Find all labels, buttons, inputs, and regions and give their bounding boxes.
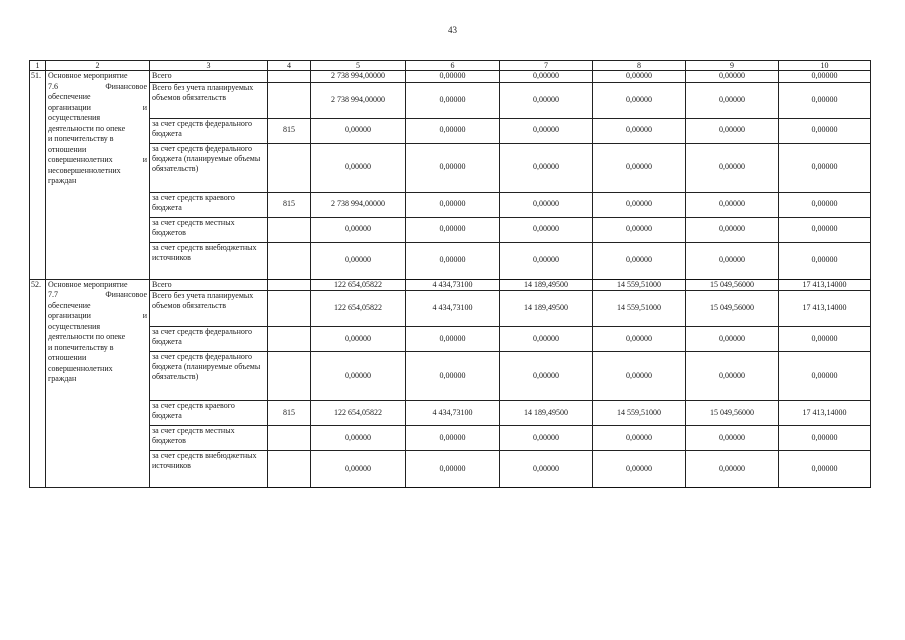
funding-source: Всего без учета планируемых объемов обязательств	[150, 291, 268, 327]
amount-cell: 122 654,05822	[311, 401, 406, 426]
funding-source: Всего	[150, 279, 268, 291]
activity-name-line: совершеннолетних	[48, 363, 113, 373]
funding-source: за счет средств местных бюджетов	[150, 426, 268, 451]
column-header-4: 4	[268, 61, 311, 71]
table-row	[30, 327, 871, 352]
activity-name-line: осуществления	[48, 113, 101, 122]
table-row	[30, 217, 871, 242]
amount-cell: 0,00000	[779, 242, 871, 279]
activity-name-line: 7.7 Финансовое	[48, 290, 147, 299]
activity-name-line: граждан	[48, 176, 77, 185]
amount-cell: 0,00000	[593, 118, 686, 143]
amount-cell: 0,00000	[686, 242, 779, 279]
amount-cell: 14 189,49500	[500, 279, 593, 291]
amount-cell: 0,00000	[406, 192, 500, 217]
amount-cell: 0,00000	[593, 352, 686, 401]
column-header-3: 3	[150, 61, 268, 71]
activity-name-line: и попечительству в	[48, 342, 114, 352]
column-header-8: 8	[593, 61, 686, 71]
amount-cell: 0,00000	[311, 217, 406, 242]
activity-name-line: обеспечение	[48, 92, 91, 101]
amount-cell: 0,00000	[406, 242, 500, 279]
amount-cell: 0,00000	[500, 242, 593, 279]
amount-cell: 0,00000	[779, 82, 871, 118]
activity-name-line: организации и	[48, 102, 147, 112]
column-header-row	[30, 61, 871, 71]
funding-source: за счет средств федерального бюджета (планируемые объемы обязательств)	[150, 352, 268, 401]
activity-name-line: деятельности по опеке	[48, 123, 126, 133]
table-row	[30, 352, 871, 401]
amount-cell: 0,00000	[779, 426, 871, 451]
amount-cell: 0,00000	[686, 118, 779, 143]
amount-cell: 0,00000	[593, 242, 686, 279]
amount-cell: 0,00000	[593, 143, 686, 192]
activity-name-line: совершеннолетних и	[48, 155, 147, 164]
activity-name-line: организации и	[48, 311, 147, 320]
column-header-6: 6	[406, 61, 500, 71]
row-index: 52.	[30, 279, 46, 488]
amount-cell: 4 434,73100	[406, 291, 500, 327]
funding-source: за счет средств федерального бюджета	[150, 118, 268, 143]
column-header-5: 5	[311, 61, 406, 71]
page-number: 43	[448, 25, 457, 35]
budget-code	[268, 82, 311, 118]
amount-cell: 2 738 994,00000	[311, 82, 406, 118]
budget-code: 815	[268, 118, 311, 143]
amount-cell: 0,00000	[593, 451, 686, 488]
column-header-10: 10	[779, 61, 871, 71]
amount-cell: 0,00000	[500, 352, 593, 401]
funding-source: за счет средств местных бюджетов	[150, 217, 268, 242]
activity-name-line: деятельности по опеке	[48, 332, 126, 341]
table-row	[30, 451, 871, 488]
amount-cell: 14 559,51000	[593, 291, 686, 327]
amount-cell: 0,00000	[406, 71, 500, 83]
amount-cell: 0,00000	[686, 143, 779, 192]
row-index: 51.	[30, 71, 46, 280]
amount-cell: 0,00000	[311, 327, 406, 352]
amount-cell: 0,00000	[686, 192, 779, 217]
column-header-9: 9	[686, 61, 779, 71]
amount-cell: 0,00000	[311, 426, 406, 451]
amount-cell: 0,00000	[311, 352, 406, 401]
amount-cell: 4 434,73100	[406, 401, 500, 426]
column-header-2: 2	[46, 61, 150, 71]
activity-name-line: осуществления	[48, 321, 101, 331]
amount-cell: 0,00000	[406, 217, 500, 242]
budget-code	[268, 291, 311, 327]
activity-name	[46, 71, 150, 280]
activity-name-line: граждан	[48, 374, 77, 383]
table-row	[30, 192, 871, 217]
activity-name-line: отношении	[48, 144, 87, 154]
amount-cell: 0,00000	[779, 451, 871, 488]
amount-cell: 0,00000	[686, 451, 779, 488]
budget-code: 815	[268, 401, 311, 426]
amount-cell: 0,00000	[686, 217, 779, 242]
amount-cell: 122 654,05822	[311, 279, 406, 291]
budget-code	[268, 279, 311, 291]
amount-cell: 0,00000	[779, 192, 871, 217]
funding-source: за счет средств федерального бюджета (планируемые объемы обязательств)	[150, 143, 268, 192]
amount-cell: 0,00000	[593, 71, 686, 83]
amount-cell: 0,00000	[779, 71, 871, 83]
amount-cell: 0,00000	[779, 217, 871, 242]
amount-cell: 0,00000	[686, 327, 779, 352]
amount-cell: 0,00000	[593, 327, 686, 352]
amount-cell: 0,00000	[500, 451, 593, 488]
amount-cell: 15 049,56000	[686, 401, 779, 426]
amount-cell: 0,00000	[779, 352, 871, 401]
amount-cell: 2 738 994,00000	[311, 192, 406, 217]
amount-cell: 0,00000	[406, 426, 500, 451]
funding-source: за счет средств федерального бюджета	[150, 327, 268, 352]
amount-cell: 0,00000	[500, 327, 593, 352]
amount-cell: 0,00000	[500, 143, 593, 192]
budget-code	[268, 71, 311, 83]
table-row	[30, 82, 871, 118]
table-row	[30, 71, 871, 83]
amount-cell: 0,00000	[500, 426, 593, 451]
amount-cell: 0,00000	[779, 143, 871, 192]
activity-name-line: несовершеннолетних	[48, 165, 121, 175]
activity-name	[46, 279, 150, 488]
amount-cell: 0,00000	[593, 426, 686, 451]
amount-cell: 122 654,05822	[311, 291, 406, 327]
amount-cell: 0,00000	[779, 118, 871, 143]
amount-cell: 17 413,14000	[779, 279, 871, 291]
funding-source: за счет средств краевого бюджета	[150, 401, 268, 426]
amount-cell: 4 434,73100	[406, 279, 500, 291]
amount-cell: 15 049,56000	[686, 291, 779, 327]
funding-source: за счет средств внебюджетных источников	[150, 451, 268, 488]
table-row	[30, 242, 871, 279]
budget-code	[268, 426, 311, 451]
funding-source: Всего без учета планируемых объемов обязательств	[150, 82, 268, 118]
amount-cell: 0,00000	[406, 82, 500, 118]
funding-source: Всего	[150, 71, 268, 83]
amount-cell: 0,00000	[406, 327, 500, 352]
amount-cell: 0,00000	[406, 118, 500, 143]
amount-cell: 0,00000	[406, 352, 500, 401]
amount-cell: 17 413,14000	[779, 401, 871, 426]
amount-cell: 15 049,56000	[686, 279, 779, 291]
budget-table	[29, 60, 871, 488]
amount-cell: 0,00000	[500, 118, 593, 143]
amount-cell: 17 413,14000	[779, 291, 871, 327]
funding-source: за счет средств краевого бюджета	[150, 192, 268, 217]
column-header-7: 7	[500, 61, 593, 71]
amount-cell: 0,00000	[500, 82, 593, 118]
amount-cell: 14 189,49500	[500, 401, 593, 426]
activity-name-line: и попечительству в	[48, 134, 114, 143]
table-row	[30, 143, 871, 192]
amount-cell: 14 189,49500	[500, 291, 593, 327]
budget-code	[268, 217, 311, 242]
amount-cell: 14 559,51000	[593, 279, 686, 291]
amount-cell: 0,00000	[593, 192, 686, 217]
amount-cell: 0,00000	[311, 451, 406, 488]
budget-code	[268, 327, 311, 352]
activity-name-line: отношении	[48, 353, 87, 362]
budget-code	[268, 352, 311, 401]
table-row	[30, 291, 871, 327]
amount-cell: 0,00000	[406, 451, 500, 488]
table-row	[30, 118, 871, 143]
amount-cell: 2 738 994,00000	[311, 71, 406, 83]
budget-code	[268, 143, 311, 192]
activity-name-line: обеспечение	[48, 300, 91, 310]
activity-name-head: Основное мероприятие	[48, 71, 128, 80]
table-row	[30, 426, 871, 451]
amount-cell: 0,00000	[500, 71, 593, 83]
funding-source: за счет средств внебюджетных источников	[150, 242, 268, 279]
amount-cell: 0,00000	[686, 352, 779, 401]
budget-code	[268, 451, 311, 488]
table-row	[30, 401, 871, 426]
amount-cell: 0,00000	[311, 143, 406, 192]
activity-name-line: 7.6 Финансовое	[48, 81, 147, 91]
table-body	[30, 71, 871, 488]
amount-cell: 0,00000	[406, 143, 500, 192]
amount-cell: 0,00000	[686, 71, 779, 83]
amount-cell: 0,00000	[593, 217, 686, 242]
budget-code	[268, 242, 311, 279]
amount-cell: 0,00000	[500, 217, 593, 242]
activity-name-head: Основное мероприятие	[48, 279, 128, 289]
amount-cell: 0,00000	[686, 426, 779, 451]
amount-cell: 0,00000	[593, 82, 686, 118]
amount-cell: 0,00000	[500, 192, 593, 217]
column-header-1: 1	[30, 61, 46, 71]
amount-cell: 14 559,51000	[593, 401, 686, 426]
amount-cell: 0,00000	[311, 118, 406, 143]
table-row	[30, 279, 871, 291]
amount-cell: 0,00000	[311, 242, 406, 279]
amount-cell: 0,00000	[779, 327, 871, 352]
budget-code: 815	[268, 192, 311, 217]
amount-cell: 0,00000	[686, 82, 779, 118]
